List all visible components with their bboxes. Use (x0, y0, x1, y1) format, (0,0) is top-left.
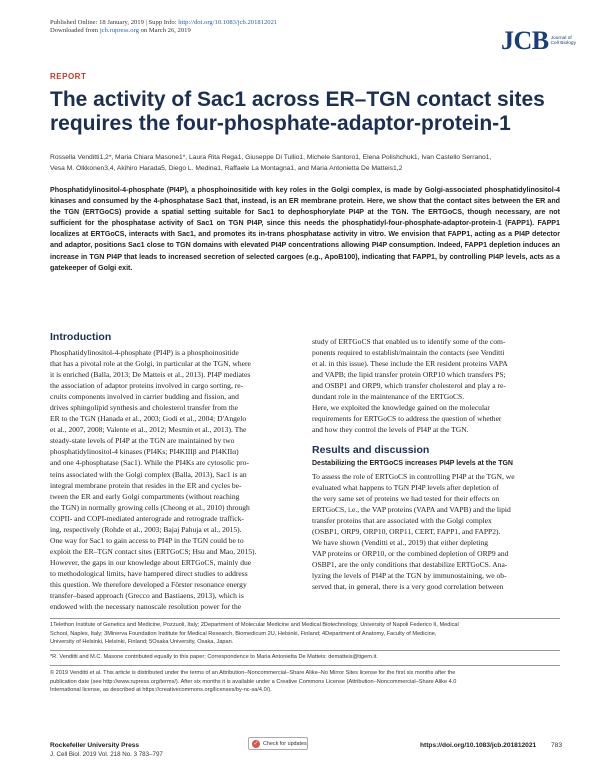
body-line: and VAPB; the lipid transfer protein ORP10 which transfers PS; (312, 370, 506, 380)
logo-text: JCB (501, 26, 549, 55)
results-body (312, 471, 560, 593)
body-line: exploit the ER–TGN contact sites (ERTGoCS; Hsu and Mao, 2015). (50, 546, 257, 556)
footnote-divider (50, 618, 560, 619)
body-line: the very same set of proteins we had tested for their effects on (312, 494, 500, 504)
body-line: requirements for ERTGoCS to address the question of whether (312, 414, 502, 424)
check-for-updates-button[interactable] (248, 737, 308, 750)
check-updates-icon: ✓ (253, 740, 259, 747)
page-number: 783 (551, 742, 563, 749)
footnote-divider-3 (50, 665, 560, 666)
body-line: ER to the TGN (Hanada et al., 2003; Godi et al., 2004; D'Angelo (50, 414, 247, 424)
body-line: that has a pivotal role at the Golgi, in particular at the TGN, where (50, 359, 251, 369)
body-line: et al., 2007, 2008; Valente et al., 2012; Mesmin et al., 2013). The (50, 425, 247, 435)
body-line: to methodological limits, have hampered direct studies to address (50, 568, 248, 578)
body-line: and how they control the levels of PI4P at the TGN. (312, 425, 469, 435)
publisher: Rockefeller University Press (50, 742, 140, 749)
body-line: Here, we exploited the knowledge gained on the molecular (312, 403, 490, 413)
affiliation-line: 1Telethon Institute of Genetics and Medicine, Pozzuoli, Italy; 2Department of Molecular Medicine and Medical Biotechnology, University of Napoli Federico II, Medical (50, 622, 459, 628)
body-line: dundant role in the maintenance of the ERTGoCS. (312, 392, 465, 402)
body-line: ponents required to establish/maintain the contacts (see Venditti (312, 348, 505, 358)
body-line: evaluated what happens to TGN PI4P levels after depletion of (312, 483, 499, 493)
body-line: COPII- and COPI-mediated anterograde and retrograde traffick- (50, 513, 244, 523)
body-line: drives sphingolipid synthesis and cholesterol transfer from the (50, 403, 239, 413)
body-line: the TGN) in normally growing cells (Cheong et al., 2010) through (50, 502, 250, 512)
body-line: (OSBP1, ORP9, ORP10, ORP11, CERT, FAPP1, and FAPP2). (312, 527, 501, 537)
introduction-heading: Introduction (50, 331, 112, 343)
body-line: endowed with the necessary nanoscale resolution power for the (50, 602, 242, 612)
jcb-logo (501, 28, 576, 54)
body-line: transfer–based approach (Grecco and Bastiaens, 2013), which is (50, 591, 244, 601)
license-line: © 2019 Venditti et al. This article is distributed under the terms of an Attribution–Noncommercial–Share Alike–No Mirror Sites license for the first six months after the (50, 670, 456, 676)
license-line: publication date (see http://www.rupress.org/terms/). After six months it is available under a Creative Commons License (Attribution–Noncommercial–Share Alike 4.0 (50, 678, 457, 685)
supp-info-label: Supp Info: (148, 19, 177, 26)
downloaded-prefix: Downloaded from (50, 27, 99, 34)
title-line-1: The activity of Sac1 across ER–TGN contact sites (50, 88, 545, 111)
publication-info: Published Online: 18 January, 2019 | Supp Info: http://doi.org/10.1083/jcb.201812021 Downloaded from jcb.rupress.org on March 26, 2019 (50, 19, 278, 34)
author-list (50, 152, 570, 174)
body-line: phosphatidylinositol-4 kinases (PI4Ks; PI4KIIIβ and PI4KIIα) (50, 447, 239, 457)
body-line: However, the gaps in our knowledge about ERTGoCS, mainly due (50, 557, 252, 567)
body-line: teins associated with the Golgi complex (Balla, 2013), Sac1 is an (50, 469, 247, 479)
body-line: study of ERTGoCS that enabled us to identify some of the com- (312, 337, 506, 346)
introduction-continued (312, 336, 560, 435)
body-line: We have shown (Venditti et al., 2019) that either depleting (312, 538, 489, 548)
authors-line-1: Rossella Venditti1,2*, Maria Chiara Masone1*, Laura Rita Rega1, Giuseppe Di Tullio1, Michele Santoro1, Elena Polishchuk1, Ivan Castello Serrano1, (50, 154, 492, 161)
affiliation-line: School, Naples, Italy; 3Minerva Foundation Institute for Medical Research, Biomedicum 2U, Helsinki, Finland; 4Department of Anatomy, Faculty of Medicine, (50, 630, 437, 637)
body-line: the association of adaptor proteins involved in cargo sorting, re- (50, 381, 244, 391)
body-line: it is enriched (Balla, 2013; De Matteis et al., 2013). PI4P mediates (50, 370, 251, 380)
body-line: transfer proteins that are associated with the Golgi complex (312, 516, 492, 526)
body-line: steady-state levels of PI4P at the TGN are maintained by two (50, 436, 235, 446)
body-line: et al. in this issue). These include the ER resident proteins VAPA (312, 359, 508, 369)
results-heading: Results and discussion (312, 444, 430, 456)
footnote-divider-2 (50, 650, 560, 651)
body-line: One way for Sac1 to gain access to PI4P in the TGN could be to (50, 535, 244, 545)
affiliation-line: University of Helsinki, Helsinki, Finland; 5Osaka University, Osaka, Japan. (50, 639, 234, 646)
results-subheading: Destabilizing the ERTGoCS increases PI4P levels at the TGN (312, 460, 513, 467)
body-line: served that, in general, there is a very good correlation between (312, 582, 504, 592)
doi-link[interactable]: https://doi.org/10.1083/jcb.201812021 (420, 742, 537, 749)
body-line: and one 4-phosphatase (Sac1). While the PI4Ks are cytosolic pro- (50, 458, 249, 468)
body-line: Phosphatidylinositol-4-phosphate (PI4P) is a phosphoinositide (50, 348, 239, 357)
equal-contribution-note: *R. Venditti and M.C. Masone contributed equally to this paper; Correspondence to Maria Antonietta De Matteis: dematteis@tigem.it. (50, 654, 378, 660)
body-line: To assess the role of ERTGoCS in controlling PI4P at the TGN, we (312, 472, 515, 481)
introduction-body (50, 347, 298, 612)
article-title (50, 88, 570, 136)
body-line: lyzing the levels of PI4P at the TGN by immunostaining, we ob- (312, 571, 507, 581)
body-line: tween the ER and early Golgi compartments (without reaching (50, 491, 240, 501)
downloaded-site-link[interactable]: jcb.rupress.org (99, 27, 139, 34)
body-line: this question. We therefore developed a Förster resonance energy (50, 579, 247, 589)
citation: J. Cell Biol. 2019 Vol. 218 No. 3 783–797 (50, 751, 163, 758)
logo-subtitle: Journal of Cell Biology (550, 36, 576, 47)
license-line: International license, as described at https://creativecommons.org/licenses/by-nc-sa/4.0/). (50, 687, 272, 694)
published-date: Published Online: 18 January, 2019 (50, 19, 144, 26)
check-updates-label: Check for updates (263, 740, 307, 747)
body-line: ing, respectively (Rohde et al., 2003; Bajaj Pahuja et al., 2015). (50, 524, 242, 534)
abstract: Phosphatidylinositol-4-phosphate (PI4P), a phosphoinositide with key roles in the Golgi complex, is made by Golgi-associated phosphatidylinositol-4 kinases and consumed by the 4-phosphatase Sac1 that, instead, is an ER membrane protein. Here, we show that the contact sites between the ER and the TGN (ERTGoCS) provide a spatial setting suitable for Sac1 to dephosphorylate PI4P at the TGN. The ERTGoCS, though necessary, are not sufficient for the phosphatase activity of Sac1 on TGN PI4P, since this needs the phosphatidyl-four-phosphate-adaptor-protein-1 (FAPP1). FAPP1 localizes at ERTGoCS, interacts with Sac1, and promotes its in-trans phosphatase activity in vitro. We envision that FAPP1, acting as a PI4P detector and adaptor, positions Sac1 close to TGN domains with elevated PI4P concentrations allowing PI4P consumption. Indeed, FAPP1 depletion induces an increase in TGN PI4P that leads to increased secretion of selected cargoes (e.g., ApoB100), indicating that FAPP1, by controlling PI4P levels, acts as a gatekeeper of Golgi exit. (50, 186, 560, 272)
authors-line-2: Vesa M. Olkkonen3,4, Akihiro Harada5, Diego L. Medina1, Raffaele La Montagna1, and Maria Antonietta De Matteis1,2 (50, 165, 403, 172)
title-line-2: requires the four-phosphate-adaptor-protein-1 (50, 112, 511, 135)
body-line: integral membrane protein that resides in the ER and cycles be- (50, 480, 242, 490)
body-line: OSBP1, are the only conditions that destabilize ERTGoCS. Ana- (312, 560, 508, 570)
body-line: ERTGoCS, i.e., the VAP proteins (VAPA and VAPB) and the lipid (312, 505, 511, 515)
body-line: VAP proteins or ORP10, or the combined depletion of ORP9 and (312, 549, 509, 559)
body-line: and OSBP1 and ORP9, which transfer cholesterol and play a re- (312, 381, 506, 391)
article-type: REPORT (50, 72, 87, 81)
downloaded-date: on March 26, 2019 (140, 27, 191, 34)
license-note (50, 669, 560, 695)
body-line: cruits components involved in carrier budding and fission, and (50, 392, 239, 402)
supp-info-link[interactable]: http://doi.org/10.1083/jcb.201812021 (178, 19, 278, 26)
affiliations (50, 621, 560, 647)
